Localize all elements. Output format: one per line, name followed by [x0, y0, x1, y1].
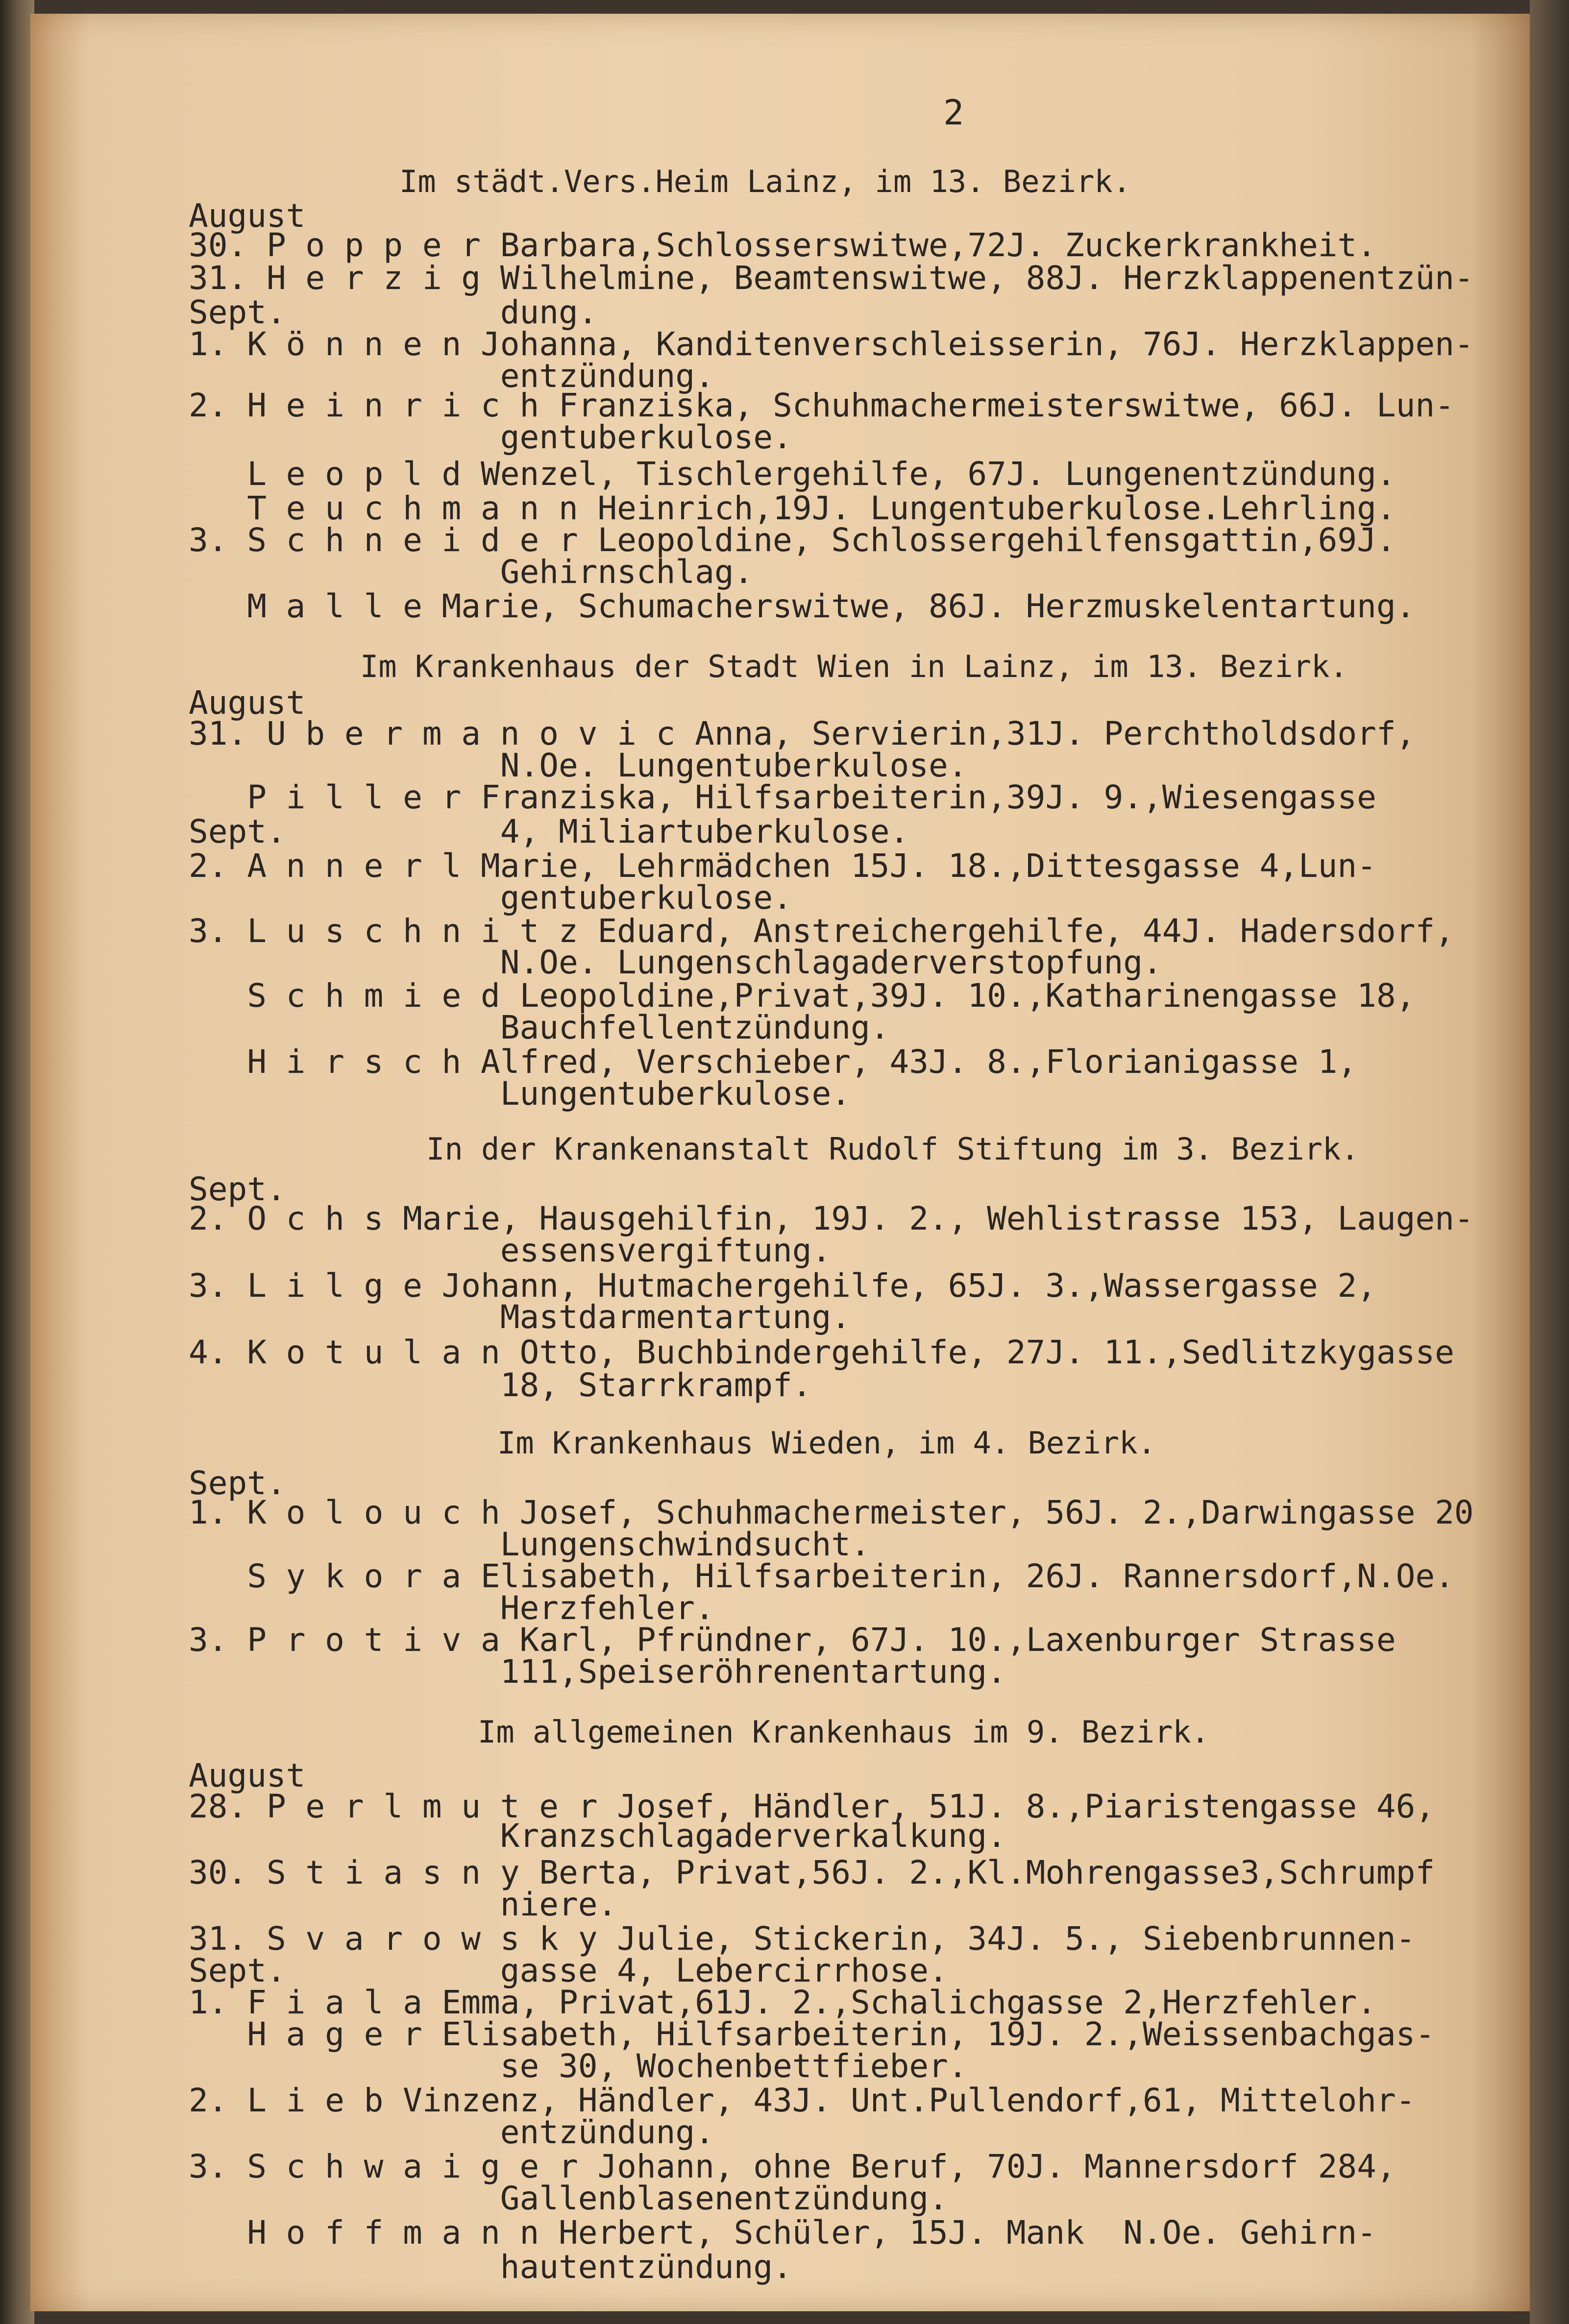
text-line: 2. A n n e r l Marie, Lehrmädchen 15J. 18.,Dittesgasse 4,Lun- — [189, 847, 1376, 885]
section-heading: In der Krankenanstalt Rudolf Stiftung im 3. Bezirk. — [426, 1131, 1359, 1167]
text-line: Sept. — [189, 1464, 286, 1502]
section-heading: Im Krankenhaus der Stadt Wien in Lainz, im 13. Bezirk. — [360, 649, 1348, 684]
text-line: Lungentuberkulose. — [189, 1075, 851, 1113]
text-line: gentuberkulose. — [189, 879, 792, 917]
text-line: Bauchfellentzündung. — [189, 1009, 890, 1046]
text-line: Sept. — [189, 1170, 286, 1208]
text-line: 111,Speiseröhrenentartung. — [189, 1653, 1006, 1691]
text-line: Kranzschlagaderverkalkung. — [189, 1817, 1006, 1855]
text-line: H a g e r Elisabeth, Hilfsarbeiterin, 19J. 2.,Weissenbachgas- — [189, 2015, 1435, 2053]
text-line: Sept. 4, Miliartuberkulose. — [189, 813, 909, 850]
text-line: 18, Starrkrampf. — [189, 1366, 812, 1404]
text-line: H o f f m a n n Herbert, Schüler, 15J. Mank N.Oe. Gehirn- — [189, 2214, 1376, 2251]
text-line: P i l l e r Franziska, Hilfsarbeiterin,39J. 9.,Wiesengasse — [189, 778, 1376, 816]
text-line: 31. S v a r o w s k y Julie, Stickerin, 34J. 5., Siebenbrunnen- — [189, 1920, 1416, 1958]
text-line: essensvergiftung. — [189, 1232, 832, 1269]
text-line: 2. L i e b Vinzenz, Händler, 43J. Unt.Pullendorf,61, Mittelohr- — [189, 2082, 1416, 2119]
text-line: entzündung. — [189, 357, 714, 395]
text-line: 3. L u s c h n i t z Eduard, Anstreichergehilfe, 44J. Hadersdorf, — [189, 912, 1454, 950]
text-line: 3. S c h w a i g e r Johann, ohne Beruf, 70J. Mannersdorf 284, — [189, 2148, 1396, 2185]
text-line: 1. F i a l a Emma, Privat,61J. 2.,Schalichgasse 2,Herzfehler. — [189, 1984, 1376, 2021]
text-line: Herzfehler. — [189, 1589, 714, 1627]
text-line: hautentzündung. — [189, 2248, 792, 2286]
text-line: Mastdarmentartung. — [189, 1298, 851, 1336]
section-heading: Im Krankenhaus Wieden, im 4. Bezirk. — [497, 1425, 1156, 1461]
text-line: 2. O c h s Marie, Hausgehilfin, 19J. 2., Wehlistrasse 153, Laugen- — [189, 1200, 1474, 1237]
text-line: 3. S c h n e i d e r Leopoldine, Schlossergehilfensgattin,69J. — [189, 521, 1396, 559]
section-heading: Im städt.Vers.Heim Lainz, im 13. Bezirk. — [399, 164, 1131, 199]
text-line: Lungenschwindsucht. — [189, 1525, 870, 1563]
text-line: August — [189, 197, 306, 235]
text-line: se 30, Wochenbettfieber. — [189, 2047, 968, 2085]
section-heading: Im allgemeinen Krankenhaus im 9. Bezirk. — [478, 1714, 1210, 1750]
text-line: 2. H e i n r i c h Franziska, Schuhmachermeisterswitwe, 66J. Lun- — [189, 387, 1454, 424]
text-line: 31. U b e r m a n o v i c Anna, Servierin,31J. Perchtholdsdorf, — [189, 715, 1416, 752]
text-line: N.Oe. Lungenschlagaderverstopfung. — [189, 944, 1162, 981]
text-line: Sept. gasse 4, Lebercirrhose. — [189, 1952, 948, 1989]
text-line: 31. H e r z i g Wilhelmine, Beamtenswitwe, 88J. Herzklappenentzün- — [189, 259, 1474, 297]
text-line: M a l l e Marie, Schumacherswitwe, 86J. Herzmuskelentartung. — [189, 587, 1416, 625]
text-line: S y k o r a Elisabeth, Hilfsarbeiterin, 26J. Rannersdorf,N.Oe. — [189, 1557, 1454, 1595]
text-line: entzündung. — [189, 2113, 714, 2151]
text-line: H i r s c h Alfred, Verschieber, 43J. 8.,Florianigasse 1, — [189, 1043, 1357, 1081]
text-line: 30. P o p p e r Barbara,Schlosserswitwe,72J. Zuckerkrankheit. — [189, 226, 1376, 264]
text-line: 30. S t i a s n y Berta, Privat,56J. 2.,Kl.Mohrengasse3,Schrumpf — [189, 1854, 1435, 1891]
text-line: 28. P e r l m u t e r Josef, Händler, 51J. 8.,Piaristengasse 46, — [189, 1788, 1435, 1825]
text-line: Sept. dung. — [189, 293, 598, 331]
text-line: L e o p l d Wenzel, Tischlergehilfe, 67J. Lungenentzündung. — [189, 455, 1396, 493]
text-line: August — [189, 1757, 306, 1794]
text-line: T e u c h m a n n Heinrich,19J. Lungentuberkulose.Lehrling. — [189, 489, 1396, 527]
text-line: S c h m i e d Leopoldine,Privat,39J. 10.,Katharinengasse 18, — [189, 977, 1416, 1015]
text-line: Gallenblasenentzündung. — [189, 2179, 948, 2217]
text-line: niere. — [189, 1886, 617, 1923]
text-line: N.Oe. Lungentuberkulose. — [189, 747, 968, 784]
text-line: 1. K ö n n e n Johanna, Kanditenverschleisserin, 76J. Herzklappen- — [189, 325, 1474, 363]
text-line: 3. L i l g e Johann, Hutmachergehilfe, 65J. 3.,Wassergasse 2, — [189, 1267, 1376, 1305]
text-line: 4. K o t u l a n Otto, Buchbindergehilfe, 27J. 11.,Sedlitzkygasse — [189, 1333, 1454, 1371]
text-line: August — [189, 684, 306, 722]
text-line: 3. P r o t i v a Karl, Pfründner, 67J. 10.,Laxenburger Strasse — [189, 1621, 1396, 1659]
page-number: 2 — [943, 93, 964, 133]
text-line: Gehirnschlag. — [189, 553, 754, 591]
text-line: 1. K o l o u c h Josef, Schuhmachermeister, 56J. 2.,Darwingasse 20 — [189, 1494, 1474, 1531]
text-line: gentuberkulose. — [189, 418, 792, 456]
